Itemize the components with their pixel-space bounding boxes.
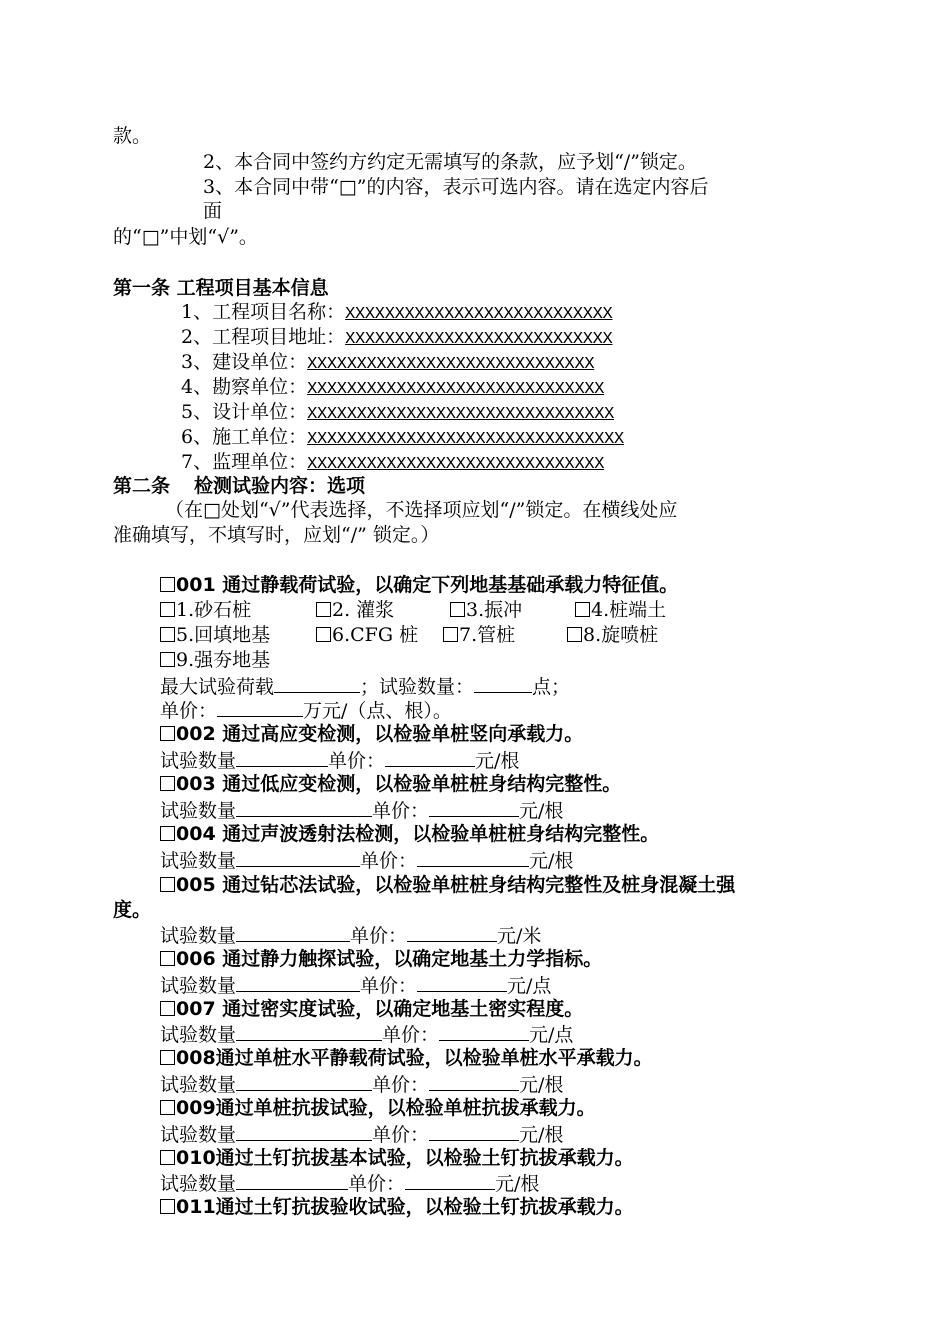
info-row-supervision bbox=[181, 450, 604, 477]
price-label: 单价： bbox=[348, 1173, 406, 1195]
option-checkbox[interactable] bbox=[160, 602, 175, 617]
item-001-title bbox=[160, 573, 678, 597]
item-002-fields bbox=[160, 747, 519, 773]
option-checkbox[interactable] bbox=[316, 602, 331, 617]
note-2: 2、本合同中签约方约定无需填写的条款，应予划“/”锁定。 bbox=[203, 151, 697, 173]
price-field[interactable] bbox=[429, 797, 519, 817]
info-label: 1、工程项目名称： bbox=[181, 301, 346, 323]
qty-field[interactable] bbox=[236, 1071, 372, 1091]
qty-label: 试验数量 bbox=[160, 925, 237, 947]
info-label: 4、勘察单位： bbox=[181, 376, 308, 398]
price-field[interactable] bbox=[429, 1071, 519, 1091]
info-value[interactable]: XXXXXXXXXXXXXXXXXXXXXXXXXXXXXXX bbox=[307, 405, 615, 424]
info-value[interactable]: XXXXXXXXXXXXXXXXXXXXXXXXXXXXXXXX bbox=[307, 430, 624, 449]
info-row-construction bbox=[181, 425, 624, 452]
option-checkbox[interactable] bbox=[575, 602, 590, 617]
qty-label: 试验数量 bbox=[160, 800, 237, 822]
qty-field[interactable] bbox=[236, 922, 350, 942]
max-load-field[interactable] bbox=[274, 673, 360, 693]
qty-label: 试验数量 bbox=[160, 850, 237, 872]
item-007-title: 007 通过密实度试验，以确定地基土密实程度。 bbox=[160, 997, 583, 1021]
item-009-checkbox[interactable] bbox=[160, 1100, 175, 1115]
qty-field[interactable] bbox=[236, 1121, 372, 1141]
qty-label: 试验数量 bbox=[160, 975, 237, 997]
note-1-tail: 款。 bbox=[113, 125, 152, 147]
price-field[interactable] bbox=[417, 847, 529, 867]
item-006-fields bbox=[160, 972, 551, 998]
item-010-checkbox[interactable] bbox=[160, 1150, 175, 1165]
price-field[interactable] bbox=[217, 697, 303, 717]
option-checkbox[interactable] bbox=[160, 627, 175, 642]
item-003-checkbox[interactable] bbox=[160, 776, 175, 791]
info-label: 5、设计单位： bbox=[181, 401, 308, 423]
qty-field[interactable] bbox=[236, 1021, 382, 1041]
item-001-load-row bbox=[160, 673, 570, 699]
qty-field[interactable] bbox=[236, 972, 360, 992]
info-value[interactable]: XXXXXXXXXXXXXXXXXXXXXXXXXXXXXX bbox=[307, 455, 605, 474]
item-008-title: 008通过单桩水平静载荷试验，以检验单桩水平承载力。 bbox=[160, 1046, 653, 1070]
unit-label: 元/根 bbox=[519, 1074, 564, 1096]
item-008-checkbox[interactable] bbox=[160, 1050, 175, 1065]
qty-field[interactable] bbox=[236, 797, 372, 817]
qty-unit: 点； bbox=[532, 676, 571, 698]
article-2-number: 第二条 bbox=[113, 475, 171, 497]
option-sand-pile[interactable]: 1.砂石桩 bbox=[160, 598, 251, 622]
article-2-title bbox=[113, 474, 365, 498]
qty-label: 试验数量 bbox=[160, 1124, 237, 1146]
info-row-project-address bbox=[181, 325, 612, 352]
price-field[interactable] bbox=[439, 1021, 529, 1041]
note-3-tail: 的“□”中划“√”。 bbox=[113, 226, 258, 248]
note-3-cont: 面 bbox=[203, 200, 223, 222]
item-008-fields bbox=[160, 1071, 563, 1097]
item-006-checkbox[interactable] bbox=[160, 951, 175, 966]
info-row-project-name bbox=[181, 300, 612, 327]
option-pile-tip-soil[interactable]: 4.桩端土 bbox=[575, 598, 666, 622]
unit-label: 元/米 bbox=[497, 925, 542, 947]
qty-field[interactable] bbox=[236, 1170, 348, 1190]
qty-label: 试验数量 bbox=[160, 1173, 237, 1195]
item-005-checkbox[interactable] bbox=[160, 877, 175, 892]
item-001-price-row bbox=[160, 697, 452, 723]
price-unit: 万元/（点、根）。 bbox=[303, 700, 452, 722]
option-grouting[interactable]: 2. 灌浆 bbox=[316, 598, 394, 622]
qty-field[interactable] bbox=[236, 847, 360, 867]
article-2-intro-cont: 准确填写，不填写时，应划“/” 锁定。） bbox=[113, 524, 440, 546]
price-label: 单价： bbox=[372, 1074, 430, 1096]
qty-field[interactable] bbox=[474, 673, 532, 693]
item-010-title: 010通过土钉抗拔基本试验，以检验土钉抗拔承载力。 bbox=[160, 1146, 634, 1170]
info-row-design bbox=[181, 400, 614, 427]
option-checkbox[interactable] bbox=[443, 627, 458, 642]
price-label: 单价： bbox=[372, 800, 430, 822]
price-label: 单价： bbox=[328, 750, 386, 772]
option-checkbox[interactable] bbox=[160, 652, 175, 667]
item-002-title: 002 通过高应变检测，以检验单桩竖向承载力。 bbox=[160, 722, 583, 746]
info-value[interactable]: XXXXXXXXXXXXXXXXXXXXXXXXXXXXX bbox=[307, 355, 595, 374]
item-001-text: 001 通过静载荷试验，以确定下列地基基础承载力特征值。 bbox=[176, 574, 679, 596]
qty-field[interactable] bbox=[236, 747, 328, 767]
item-005-fields bbox=[160, 922, 541, 948]
price-label: 单价： bbox=[350, 925, 408, 947]
item-001-checkbox[interactable] bbox=[160, 577, 175, 592]
info-row-survey bbox=[181, 375, 604, 402]
item-011-title: 011通过土钉抗拔验收试验，以检验土钉抗拔承载力。 bbox=[160, 1195, 634, 1219]
item-004-checkbox[interactable] bbox=[160, 826, 175, 841]
unit-label: 元/根 bbox=[519, 1124, 564, 1146]
option-checkbox[interactable] bbox=[450, 602, 465, 617]
qty-label: 试验数量 bbox=[160, 1024, 237, 1046]
item-007-fields bbox=[160, 1021, 573, 1047]
option-jet-grout[interactable]: 8.旋喷桩 bbox=[567, 623, 658, 647]
qty-label: 试验数量 bbox=[160, 750, 237, 772]
info-label: 3、建设单位： bbox=[181, 351, 308, 373]
info-row-builder bbox=[181, 350, 594, 377]
price-field[interactable] bbox=[405, 1170, 495, 1190]
price-label: 单价： bbox=[160, 700, 218, 722]
item-009-title: 009通过单桩抗拔试验，以检验单桩抗拔承载力。 bbox=[160, 1096, 596, 1120]
option-backfill[interactable]: 5.回填地基 bbox=[160, 623, 270, 647]
qty-label: ；试验数量： bbox=[360, 676, 475, 698]
option-pipe-pile[interactable]: 7.管桩 bbox=[443, 623, 515, 647]
option-vibro[interactable]: 3.振冲 bbox=[450, 598, 522, 622]
price-label: 单价： bbox=[382, 1024, 440, 1046]
item-004-title: 004 通过声波透射法检测，以检验单桩桩身结构完整性。 bbox=[160, 822, 659, 846]
article-1-title: 第一条 工程项目基本信息 bbox=[113, 277, 329, 299]
item-010-fields bbox=[160, 1170, 539, 1196]
item-003-fields bbox=[160, 797, 563, 823]
info-label: 2、工程项目地址： bbox=[181, 326, 346, 348]
option-checkbox[interactable] bbox=[316, 627, 331, 642]
item-004-fields bbox=[160, 847, 573, 873]
info-value[interactable]: XXXXXXXXXXXXXXXXXXXXXXXXXXX bbox=[345, 305, 613, 324]
max-load-label: 最大试验荷载 bbox=[160, 676, 275, 698]
price-field[interactable] bbox=[417, 972, 507, 992]
unit-label: 元/根 bbox=[529, 850, 574, 872]
price-field[interactable] bbox=[429, 1121, 519, 1141]
item-002-checkbox[interactable] bbox=[160, 726, 175, 741]
article-2-heading: 检测试验内容：选项 bbox=[194, 475, 366, 497]
price-label: 单价： bbox=[360, 850, 418, 872]
price-field[interactable] bbox=[385, 747, 475, 767]
item-011-checkbox[interactable] bbox=[160, 1199, 175, 1214]
item-005-title: 005 通过钻芯法试验，以检验单桩桩身结构完整性及桩身混凝土强 bbox=[160, 873, 735, 897]
option-dynamic-compaction[interactable]: 9.强夯地基 bbox=[160, 648, 270, 672]
price-label: 单价： bbox=[372, 1124, 430, 1146]
info-value[interactable]: XXXXXXXXXXXXXXXXXXXXXXXXXXX bbox=[345, 330, 613, 349]
info-value[interactable]: XXXXXXXXXXXXXXXXXXXXXXXXXXXXXX bbox=[307, 380, 605, 399]
item-003-title: 003 通过低应变检测，以检验单桩桩身结构完整性。 bbox=[160, 772, 621, 796]
unit-label: 元/根 bbox=[475, 750, 520, 772]
item-005-title-cont: 度。 bbox=[113, 899, 152, 921]
unit-label: 元/根 bbox=[519, 800, 564, 822]
unit-label: 元/根 bbox=[495, 1173, 540, 1195]
unit-label: 元/点 bbox=[529, 1024, 574, 1046]
price-field[interactable] bbox=[407, 922, 497, 942]
option-checkbox[interactable] bbox=[567, 627, 582, 642]
item-009-fields bbox=[160, 1121, 563, 1147]
article-2-intro: （在□处划“√”代表选择，不选择项应划“/”锁定。在横线处应 bbox=[165, 499, 678, 521]
qty-label: 试验数量 bbox=[160, 1074, 237, 1096]
item-006-title: 006 通过静力触探试验，以确定地基土力学指标。 bbox=[160, 947, 602, 971]
info-label: 6、施工单位： bbox=[181, 426, 308, 448]
unit-label: 元/点 bbox=[507, 975, 552, 997]
note-3: 3、本合同中带“□”的内容，表示可选内容。请在选定内容后 bbox=[203, 176, 709, 198]
info-label: 7、监理单位： bbox=[181, 451, 308, 473]
item-007-checkbox[interactable] bbox=[160, 1001, 175, 1016]
price-label: 单价： bbox=[360, 975, 418, 997]
option-cfg-pile[interactable]: 6.CFG 桩 bbox=[316, 623, 418, 647]
